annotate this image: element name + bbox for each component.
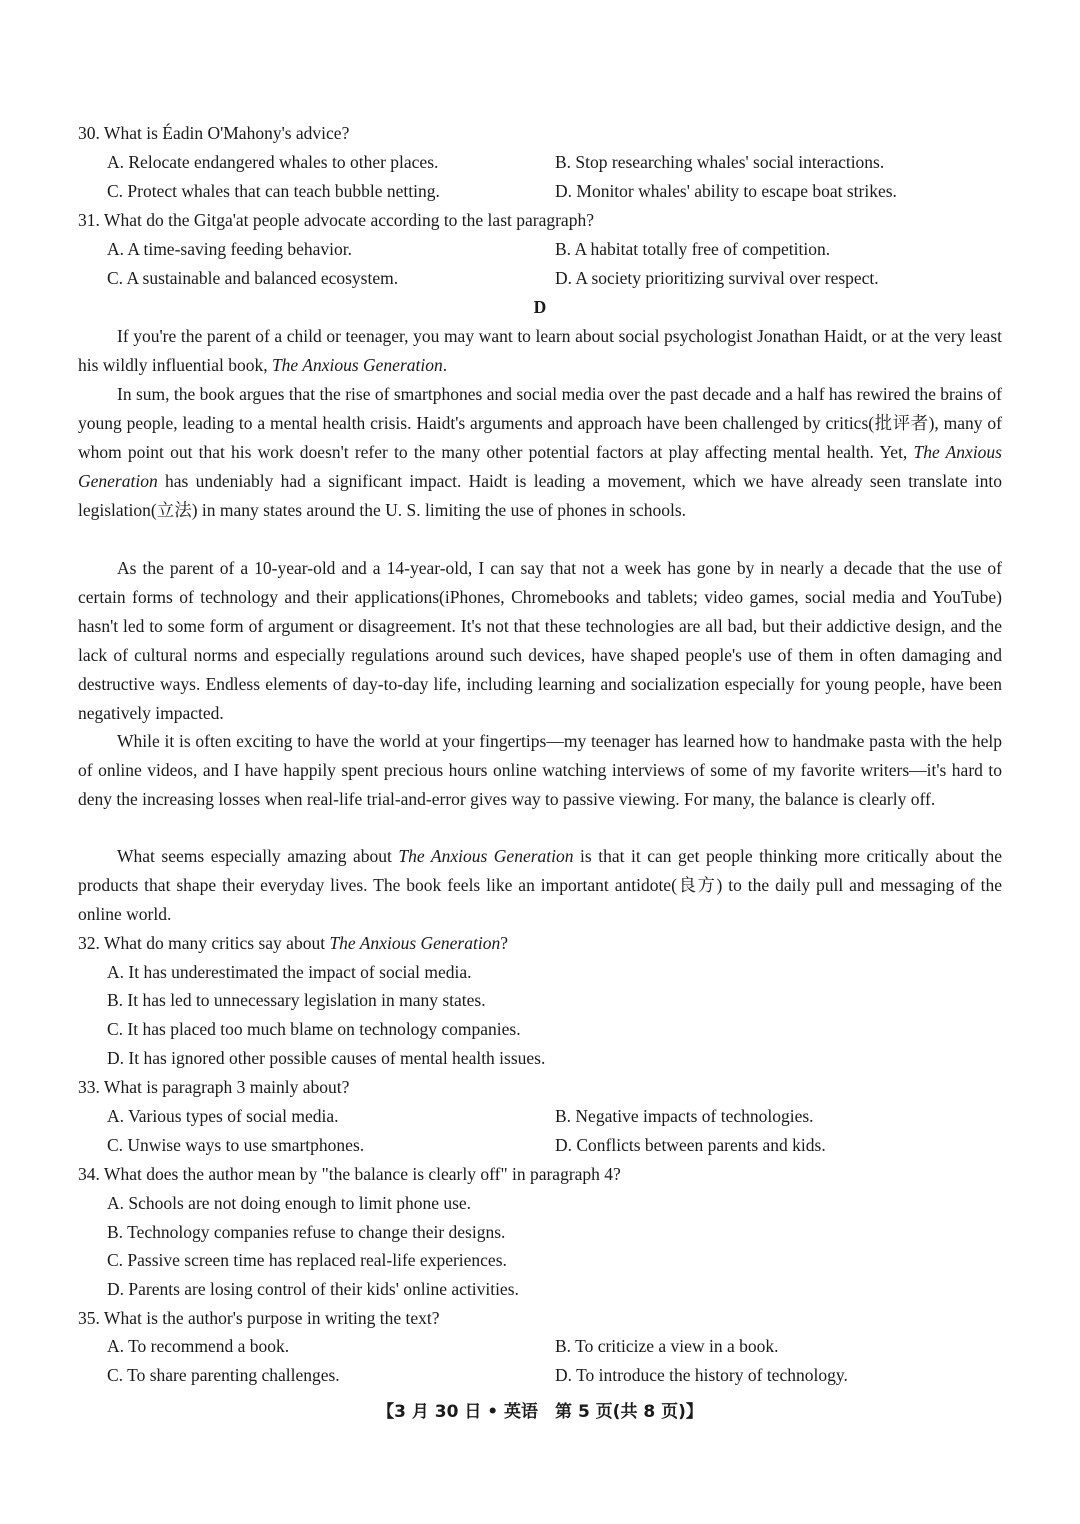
question-30-option-a: A. Relocate endangered whales to other places. <box>107 152 439 172</box>
book-title: The Anxious Generation <box>78 442 1002 491</box>
question-35-stem: 35. What is the author's purpose in writing the text? <box>78 1308 440 1328</box>
passage-paragraph-2: In sum, the book argues that the rise of smartphones and social media over the past decade and a half has rewired the brains of young people, leading to a mental health crisis. Haidt's arguments and approach have been challenged by critics(批评者), many of whom point out that his work doesn't refer to the many other potential factors at play affecting mental health. Yet, The Anxious Generation has undeniably had a significant impact. Haidt is leading a movement, which we have already seen translate into legislation(立法) in many states around the U. S. limiting the use of phones in schools. <box>78 384 1002 520</box>
page-footer: 【3 月 30 日 • 英语 第 5 页(共 8 页)】 <box>377 1402 703 1422</box>
passage-paragraph-1: If you're the parent of a child or teenager, you may want to learn about social psychologist Jonathan Haidt, or at the very least his wildly influential book, The Anxious Generation. <box>78 326 1002 375</box>
question-33-option-c: C. Unwise ways to use smartphones. <box>107 1135 365 1155</box>
passage-paragraph-4: While it is often exciting to have the world at your fingertips—my teenager has learned how to handmake pasta with the help of online videos, and I have happily spent precious hours online watching interviews of some of my favorite writers—it's hard to deny the increasing losses when real-life trial-and-error gives way to passive viewing. For many, the balance is clearly off. <box>78 731 1002 809</box>
question-32-option-a: A. It has underestimated the impact of social media. <box>107 962 472 982</box>
question-35-option-a: A. To recommend a book. <box>107 1336 290 1356</box>
question-31-option-a: A. A time-saving feeding behavior. <box>107 239 352 259</box>
question-34-option-b: B. Technology companies refuse to change their designs. <box>107 1222 506 1242</box>
question-35-option-d: D. To introduce the history of technology. <box>555 1365 848 1385</box>
question-34-option-d: D. Parents are losing control of their kids' online activities. <box>107 1279 519 1299</box>
question-33-option-b: B. Negative impacts of technologies. <box>555 1106 814 1126</box>
question-30-option-b: B. Stop researching whales' social interactions. <box>555 152 885 172</box>
question-31-option-b: B. A habitat totally free of competition. <box>555 239 831 259</box>
question-30-stem: 30. What is Éadin O'Mahony's advice? <box>78 123 350 143</box>
question-32-stem: 32. What do many critics say about The Anxious Generation? <box>78 933 508 953</box>
question-32-option-b: B. It has led to unnecessary legislation in many states. <box>107 990 486 1010</box>
question-31-stem: 31. What do the Gitga'at people advocate according to the last paragraph? <box>78 210 594 230</box>
question-32-option-d: D. It has ignored other possible causes of mental health issues. <box>107 1048 546 1068</box>
question-31-option-d: D. A society prioritizing survival over respect. <box>555 268 879 288</box>
question-34-stem: 34. What does the author mean by "the balance is clearly off" in paragraph 4? <box>78 1164 621 1184</box>
question-33-stem: 33. What is paragraph 3 mainly about? <box>78 1077 350 1097</box>
question-35-option-b: B. To criticize a view in a book. <box>555 1336 779 1356</box>
question-30-option-d: D. Monitor whales' ability to escape boat strikes. <box>555 181 897 201</box>
question-32-option-c: C. It has placed too much blame on technology companies. <box>107 1019 521 1039</box>
book-title: The Anxious Generation <box>271 355 443 375</box>
passage-paragraph-5: What seems especially amazing about The Anxious Generation is that it can get people thinking more critically about the products that shape their everyday lives. The book feels like an important antidote(良方) to the daily pull and messaging of the online world. <box>78 846 1002 924</box>
question-34-option-a: A. Schools are not doing enough to limit phone use. <box>107 1193 472 1213</box>
question-31-option-c: C. A sustainable and balanced ecosystem. <box>107 268 399 288</box>
book-title: The Anxious Generation <box>398 846 574 866</box>
question-30-option-c: C. Protect whales that can teach bubble netting. <box>107 181 440 201</box>
question-34-option-c: C. Passive screen time has replaced real-life experiences. <box>107 1250 507 1270</box>
question-35-option-c: C. To share parenting challenges. <box>107 1365 340 1385</box>
question-33-option-a: A. Various types of social media. <box>107 1106 339 1126</box>
passage-paragraph-3: As the parent of a 10-year-old and a 14-year-old, I can say that not a week has gone by in nearly a decade that the use of certain forms of technology and their applications(iPhones, Chromebooks and tablets; video games, social media and YouTube) hasn't led to some form of argument or disagreement. It's not that these technologies are all bad, but their addictive design, and the lack of cultural norms and especially regulations around such devices, have shaped people's use of them in often damaging and destructive ways. Endless elements of day-to-day life, including learning and socialization especially for young people, have been negatively impacted. <box>78 558 1002 723</box>
section-label: D <box>533 297 547 317</box>
question-33-option-d: D. Conflicts between parents and kids. <box>555 1135 826 1155</box>
